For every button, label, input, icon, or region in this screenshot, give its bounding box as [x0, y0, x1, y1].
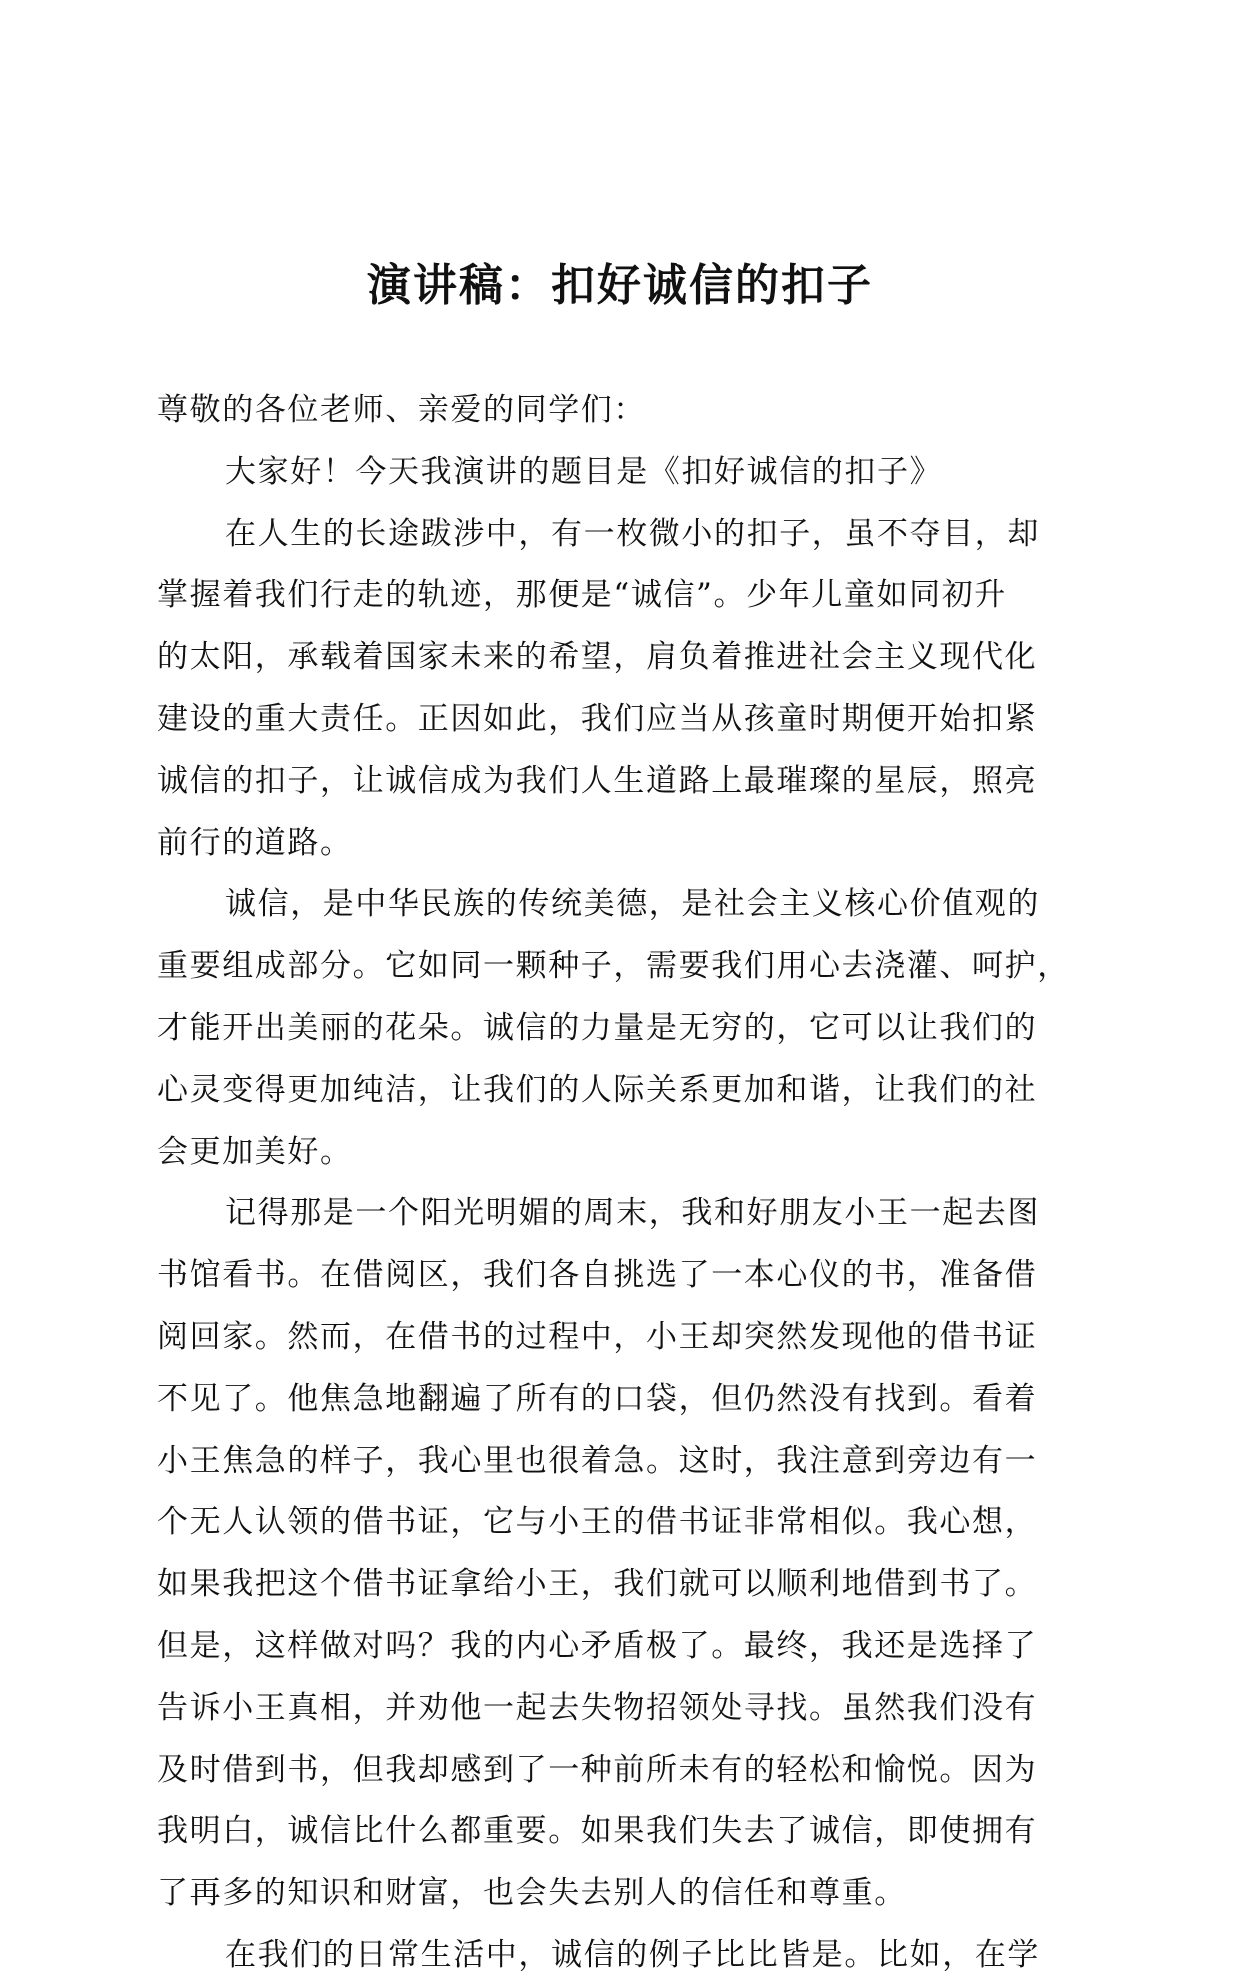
- text-line: 我明白，诚信比什么都重要。如果我们失去了诚信，即使拥有: [157, 1813, 1038, 1850]
- text-line: 记得那是一个阳光明媚的周末，我和好朋友小王一起去图: [225, 1195, 1040, 1232]
- text-line: 如果我把这个借书证拿给小王，我们就可以顺利地借到书了。: [157, 1566, 1038, 1603]
- text-line: 尊敬的各位老师、亲爱的同学们：: [157, 392, 646, 428]
- text-line: 小王焦急的样子，我心里也很着急。这时，我注意到旁边有一: [157, 1442, 1038, 1479]
- text-line: 了再多的知识和财富，也会失去别人的信任和尊重。: [157, 1875, 907, 1912]
- text-line: 会更加美好。: [157, 1133, 353, 1170]
- text-line: 及时借到书，但我却感到了一种前所未有的轻松和愉悦。因为: [157, 1751, 1038, 1788]
- text-line: 诚信，是中华民族的传统美德，是社会主义核心价值观的: [225, 886, 1040, 923]
- text-line: 阅回家。然而，在借书的过程中，小王却突然发现他的借书证: [157, 1318, 1038, 1355]
- text-line: 大家好！今天我演讲的题目是《扣好诚信的扣子》: [225, 453, 943, 490]
- document-body: [157, 380, 1082, 1987]
- text-line: 告诉小王真相，并劝他一起去失物招领处寻找。虽然我们没有: [157, 1689, 1038, 1726]
- text-line: 个无人认领的借书证，它与小王的借书证非常相似。我心想，: [157, 1504, 1038, 1541]
- text-line: 不见了。他焦急地翻遍了所有的口袋，但仍然没有找到。看着: [157, 1380, 1038, 1417]
- text-line: 建设的重大责任。正因如此，我们应当从孩童时期便开始扣紧: [157, 700, 1038, 737]
- text-line: 在人生的长途跋涉中，有一枚微小的扣子，虽不夺目，却: [225, 515, 1040, 552]
- text-line: 诚信的扣子，让诚信成为我们人生道路上最璀璨的星辰，照亮: [157, 762, 1038, 799]
- text-line: 但是，这样做对吗？我的内心矛盾极了。最终，我还是选择了: [157, 1627, 1038, 1664]
- text-line: 书馆看书。在借阅区，我们各自挑选了一本心仪的书，准备借: [157, 1257, 1038, 1294]
- text-line: 重要组成部分。它如同一颗种子，需要我们用心去浇灌、呵护，: [157, 948, 1070, 985]
- text-line: 掌握着我们行走的轨迹，那便是“诚信”。少年儿童如同初升: [157, 577, 1007, 614]
- document-title: 演讲稿：扣好诚信的扣子: [367, 260, 873, 311]
- text-line: 在我们的日常生活中，诚信的例子比比皆是。比如，在学: [225, 1936, 1040, 1973]
- text-line: 的太阳，承载着国家未来的希望，肩负着推进社会主义现代化: [157, 639, 1038, 676]
- text-line: 心灵变得更加纯洁，让我们的人际关系更加和谐，让我们的社: [157, 1071, 1038, 1108]
- text-line: 前行的道路。: [157, 824, 353, 861]
- text-line: 才能开出美丽的花朵。诚信的力量是无穷的，它可以让我们的: [157, 1009, 1038, 1046]
